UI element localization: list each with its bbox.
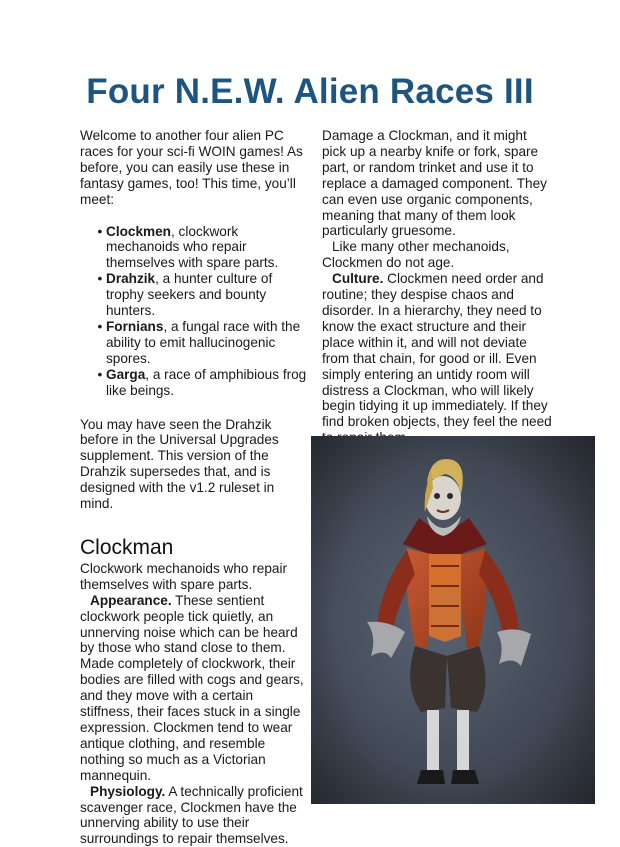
right-column [322, 128, 552, 446]
left-column [80, 128, 308, 847]
intro-paragraph: Welcome to another four alien PC races for your sci-fi WOIN games! As before, you can easily use these in fantasy games, too! This time, you’ll meet: [80, 128, 303, 207]
section-heading: Clockman [80, 535, 174, 559]
list-item: • Fornians, a fungal race with the ability to emit hallucinogenic spores. [106, 319, 308, 367]
aging-paragraph: Like many other mechanoids, Clockmen do not age. [322, 239, 510, 271]
list-item: • Garga, a race of amphibious frog like beings. [106, 367, 308, 399]
section-tagline: Clockwork mechanoids who repair themselves with spare parts. [80, 560, 288, 592]
list-item: • Drahzik, a hunter culture of trophy seekers and bounty hunters. [106, 271, 308, 319]
race-list [80, 224, 308, 399]
clockman-illustration [311, 436, 595, 804]
physiology-paragraph: Physiology. A technically proficient scavenger race, Clockmen have the unnerving ability to use their surroundings to repair themselves. [80, 783, 303, 847]
damage-paragraph: Damage a Clockman, and it might pick up a nearby knife or fork, spare part, or random trinket and use it to replace a damaged component. They can even use organic components, meaning that many of them look particularly gruesome. [322, 128, 547, 239]
page-title: Four N.E.W. Alien Races III [86, 72, 534, 111]
list-item: • Clockmen, clockwork mechanoids who repair themselves with spare parts. [106, 224, 308, 272]
culture-paragraph: Culture. Clockmen need order and routine; they despise chaos and disorder. In a hierarchy, they need to know the exact structure and their place within it, and will not deviate from that chain, for good or ill. Even simply entering an untidy room will distress a Clockman, who will likely begin tidying it up immediately. If they find broken objects, they feel the need [322, 271, 552, 430]
drahzik-note: You may have seen the Drahzik before in the Universal Upgrades supplement. This version of the Drahzik supersedes that, and is designed with the v1.2 ruleset in mind. [80, 416, 279, 512]
appearance-paragraph: Appearance. These sentient clockwork people tick quietly, an unnerving noise which can be heard by those who stand close to them. Made completely of clockwork, their bodies are filled with cogs and gears, and they move with a certain stiffness, their faces stuck in a single expression. Clockmen tend to wear antique clothing, and resemble nothing so much as a Victorian mannequin. [80, 592, 304, 783]
